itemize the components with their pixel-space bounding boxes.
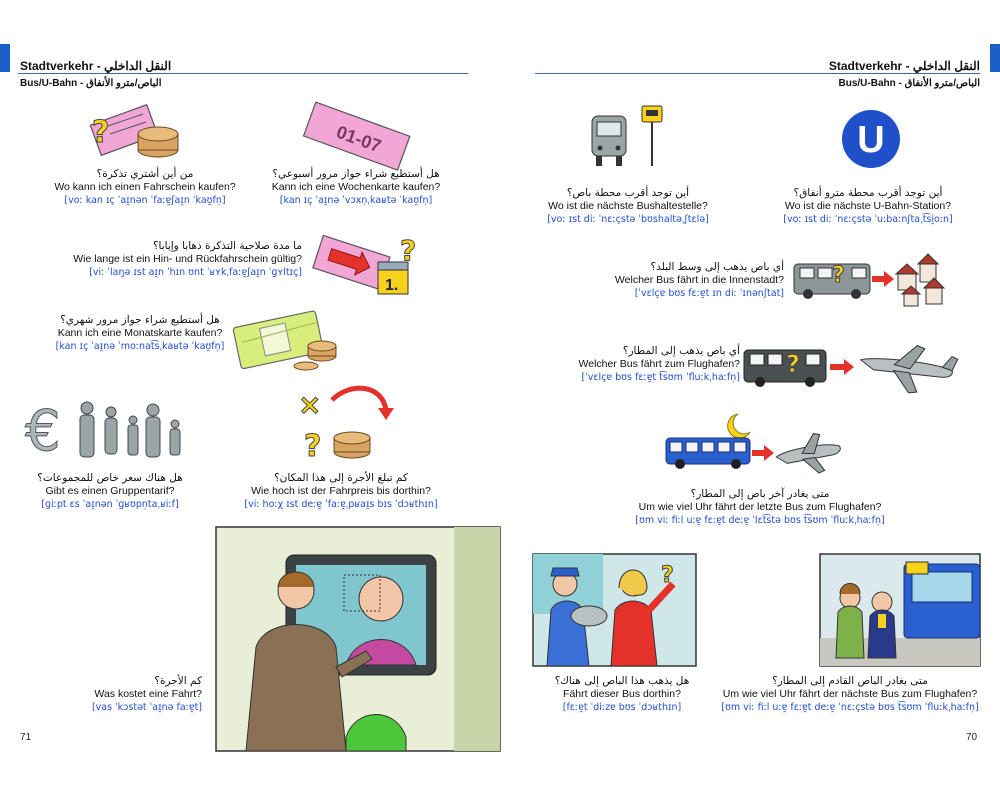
round-trip-ticket-icon [308, 232, 423, 300]
ticket-office-illustration [216, 527, 500, 751]
svg-text:×: × [298, 388, 322, 421]
bus-airport-icon [744, 340, 960, 396]
svg-text:?: ? [661, 563, 674, 588]
svg-text:?: ? [786, 350, 800, 378]
ticket-date-text: 01-07 [333, 121, 384, 157]
right-header-title: Stadtverkehr - النقل الداخلي [828, 59, 980, 73]
svg-text:?: ? [304, 429, 322, 464]
phrase-last-bus-airport: متى يغادر آخر باص إلى المطار؟ Um wie viel Uhr fährt der letzte Bus zum Flughafen? [ʊm viː fiːl uːɐ̯ fɛːɐ̯t deːɐ̯ ˈlɛt͡stə bʊs t͡sʊm ˈfluːkˌhaːfn̩] [635, 488, 885, 526]
left-page-tab [0, 44, 10, 72]
phrase-monthly-card: هل أستطيع شراء جواز مرور شهري؟ Kann ich eine Monatskarte kaufen? [kan ɪç ˈaɪ̯nə ˈmoːnat͡sˌkaʁtə ˈkaʊ̯fn̩] [55, 314, 225, 352]
right-header-subtitle: Bus/U-Bahn - الباص/مترو الأنفاق [838, 78, 980, 89]
phrase-this-bus-there: هل يذهب هذا الباص إلى هناك؟ Fährt dieser Bus dorthin? [fɛːɐ̯t ˈdiːzɐ bʊs ˈdɔʁthɪn] [554, 675, 690, 713]
phrase-next-bus-airport: متى يغادر الباص القادم إلى المطار؟ Um wie viel Uhr fährt der nächste Bus zum Flughafen? [ʊm viː fiːl uːɐ̯ fɛːɐ̯t deːɐ̯ ˈnɛːçstə bʊs t͡sʊm ˈfluːkˌhaːfn̩] [721, 675, 979, 713]
left-page-number: 71 [20, 732, 32, 743]
right-page-tab [990, 44, 1000, 72]
svg-text:?: ? [832, 263, 845, 288]
night-bus-icon [666, 410, 846, 478]
bus-city-icon [794, 250, 954, 312]
phrase-where-buy-ticket: من أين أشتري تذكرة؟ Wo kann ich einen Fahrschein kaufen? [voː kan ɪç ˈaɪ̯nən ˈfaːɐ̯ʃaɪ̯n ˈkaʊ̯fn̩] [54, 168, 236, 206]
left-header-rule [18, 73, 468, 74]
phrase-bus-to-city: أي باص يذهب إلى وسط البلد؟ Welcher Bus fährt in die Innenstadt? [ˈvɛlçɐ bʊs fɛːɐ̯t ɪn diː ˈɪnənʃtat] [614, 261, 784, 299]
phrase-group-tariff: هل هناك سعر خاص للمجموعات؟ Gibt es einen Gruppentarif? [ɡiːpt ɛs ˈaɪ̯nən ˈɡʁʊpn̩taˌʁiːf] [37, 472, 183, 510]
phrase-cost-of-ride: كم الأجرة؟ Was kostet eine Fahrt? [vas ˈkɔstət ˈaɪ̯nə faːɐ̯t] [91, 675, 202, 713]
ticket-coins-icon [88, 104, 183, 164]
group-euro-icon [25, 398, 195, 462]
phrase-bus-to-airport: أي باص يذهب إلى المطار؟ Welcher Bus fährt zum Flughafen? [ˈvɛlçɐ bʊs fɛːɐ̯t t͡sʊm ˈfluːkˌhaːfn̩] [578, 345, 740, 383]
bus-stop-icon [590, 104, 670, 170]
left-header-subtitle: Bus/U-Bahn - الباص/مترو الأنفاق [20, 78, 162, 89]
fare-question-icon [290, 384, 410, 464]
phrase-round-trip-validity: ما مدة صلاحية التذكرة ذهابا وإيابا؟ Wie lange ist ein Hin- und Rückfahrschein gültig? [viː ˈlaŋə ɪst aɪ̯n ˈhɪn ʊnt ˈʁʏkˌfaːɐ̯ʃaɪ̯n ˈɡʏltɪç] [73, 240, 302, 278]
svg-text:1.: 1. [385, 277, 399, 294]
metro-letter: U [857, 119, 885, 161]
svg-text:?: ? [400, 234, 417, 267]
svg-text:?: ? [92, 115, 110, 150]
right-page-number: 70 [966, 732, 978, 743]
metro-icon [840, 108, 902, 170]
right-header-rule [535, 73, 980, 74]
bus-stop-scene-illustration [820, 554, 980, 666]
phrase-nearest-bus-stop: أين توجد أقرب محطة باص؟ Wo ist die nächste Bushaltestelle? [voː ɪst diː ˈnɛːçstə ˈbʊshaltəˌʃtɛlə] [547, 187, 709, 225]
left-header-title: Stadtverkehr - النقل الداخلي [20, 59, 172, 73]
svg-text:€: € [25, 399, 61, 464]
monthly-card-icon [232, 304, 342, 374]
phrase-fare-to-there: كم تبلغ الأجرة إلى هذا المكان؟ Wie hoch ist der Fahrpreis bis dorthin? [viː hoːχ ɪst deːɐ̯ ˈfaːɐ̯ˌpʁaɪ̯s bɪs ˈdɔʁthɪn] [244, 472, 438, 510]
phrase-nearest-metro: أين توجد أقرب محطة مترو أنفاق؟ Wo ist die nächste U-Bahn-Station? [voː ɪst diː ˈnɛːçstə ˈuːbaːnʃtaˌt͡si̯oːn] [783, 187, 953, 225]
weekly-ticket-icon [296, 108, 416, 168]
bus-driver-illustration [533, 554, 696, 666]
phrase-weekly-ticket: هل أستطيع شراء جواز مرور أسبوعي؟ Kann ich eine Wochenkarte kaufen? [kan ɪç ˈaɪ̯nə ˈvɔxn̩ˌkaʁtə ˈkaʊ̯fn̩] [271, 168, 441, 206]
